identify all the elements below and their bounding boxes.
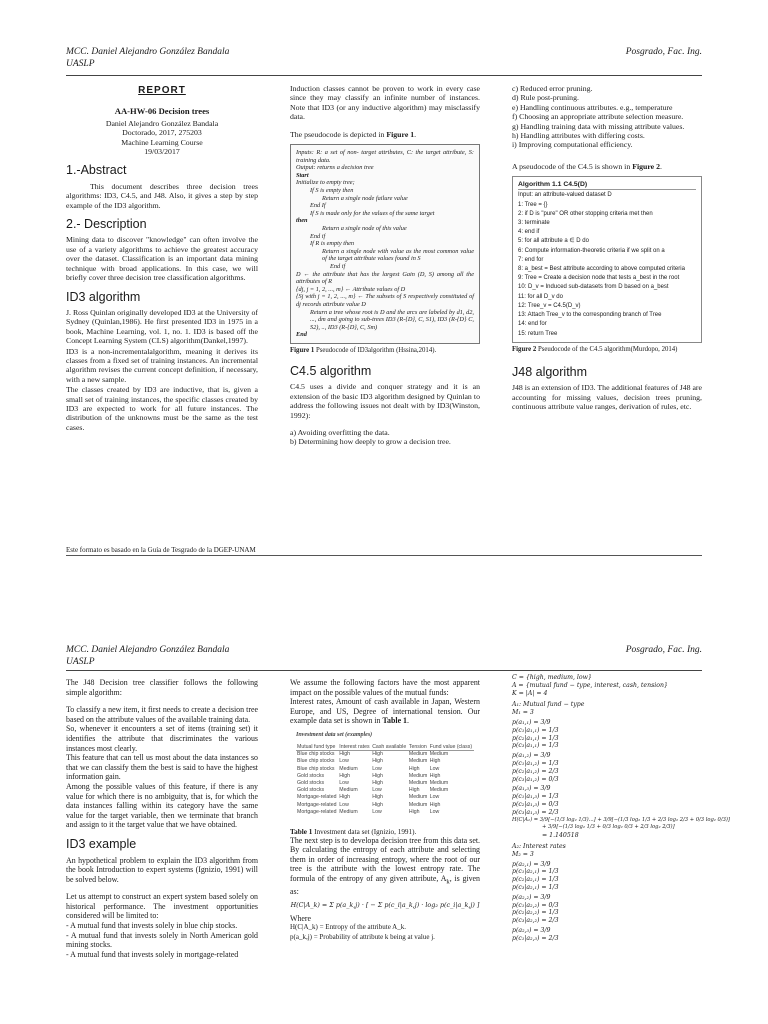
- table-cell: Gold stocks: [297, 780, 325, 787]
- table-cell: Medium: [429, 780, 449, 787]
- id3-paragraph-2: ID3 is a non-incrementalalgorithm, meaning it derives its classes from a fixed set of training instances. An incremental algorithm revises the current concept definition, if necessary, with a new sample.: [66, 346, 258, 384]
- pseudo-line: D ← the attribute that has the largest Gain (D, S) among all the attributes of R: [296, 270, 474, 286]
- table-header: Interest rates: [339, 743, 370, 750]
- table-header: Tension: [408, 743, 427, 750]
- example-item: - A mutual fund that invests solely in mortgage-related: [66, 949, 239, 959]
- example-item: - A mutual fund that invests solely in North American gold mining stocks.: [66, 930, 258, 950]
- conditional-probability-line: p(c₃|a₁,₃) = 2/3: [512, 808, 559, 816]
- factors-list: Interest rates, Amount of cash available in Japan, Western Europe, and US, Degree of international tension. Our example data set is shown in: [290, 697, 480, 726]
- algorithm-line: 15: return Tree: [518, 330, 558, 337]
- description-heading: 2.- Description: [66, 217, 147, 232]
- algorithm-line: 8: a_best = Best attribute according to above computed criteria: [518, 266, 685, 273]
- table-cell: Blue chip stocks: [297, 765, 335, 772]
- table-row: [296, 787, 474, 794]
- header-divider: [66, 75, 702, 76]
- pseudo-line: {dj, j = 1, 2, ..., m} ← Attribute values of D: [296, 285, 406, 293]
- figure-1-ref[interactable]: Figure 1: [386, 129, 415, 139]
- id3-example-heading: ID3 example: [66, 836, 137, 851]
- abstract-text: This document describes three decision trees algorithms: ID3, C4.5, and J48. Also, it gives a step by step example of the ID3 algorithm.: [66, 181, 258, 210]
- header-author: MCC. Daniel Alejandro González Bandala: [66, 47, 230, 57]
- table-row: [296, 750, 474, 758]
- table-cell: High: [408, 808, 420, 815]
- table-cell: High: [372, 772, 383, 779]
- figure-2-ref[interactable]: Figure 2: [632, 161, 660, 171]
- table-cell: Gold stocks: [297, 787, 325, 794]
- j48-step-3: This feature that can tell us most about the data instances so that we can classify them the best is said to have the highest information gain.: [66, 753, 258, 782]
- probability-line: p(a₂,₁) = 3/9: [512, 860, 551, 868]
- table-cell: High: [429, 758, 441, 765]
- pseudo-line: Output: returns a decision tree: [296, 164, 374, 172]
- figure-1-caption: [290, 347, 480, 355]
- pseudo-line: Inputs: R: a set of non- target attributes, C: the target attribute, S: training data.: [296, 149, 474, 164]
- conditional-probability-line: p(c₂|a₁,₁) = 1/3: [512, 734, 559, 742]
- c45-text: C4.5 uses a divide and conquer strategy and it is an extension of the basic ID3 algorithm designed by Quinlan to address the following issues not dealt with by ID3(Winston, 1992):: [290, 382, 480, 420]
- id3-paragraph-1: J. Ross Quinlan originally developed ID3 at the University of Sydney (Quinlan,1986). He first presented ID3 in 1975 in a book, Machine Learning, vol. 1, no. 1. ID3 is based off the Concept Learning System (CLS) algorithm(Dankel,1997).: [66, 307, 258, 346]
- table-cell: High: [372, 751, 383, 758]
- table-header: Mutual fund type: [296, 744, 338, 751]
- table-cell: Low: [339, 801, 349, 808]
- j48-step-1: To classify a new item, it first needs to create a decision tree based on the attribute values of the available training data.: [66, 705, 258, 724]
- table-cell: Blue chip stocks: [297, 751, 335, 758]
- doc-date: 19/03/2017: [144, 147, 180, 157]
- c45-algorithm-box: [512, 176, 702, 342]
- page-gap: [0, 560, 768, 622]
- table-cell: High: [339, 794, 350, 801]
- issue-item: a) Avoiding overfitting the data.: [290, 427, 390, 437]
- table-cell: Medium: [339, 808, 358, 815]
- attribute-1-heading: A₁: Mutual fund − type: [512, 701, 585, 709]
- algorithm-line: 6: Compute information-theoretic criteria if we split on a: [518, 247, 665, 254]
- table-cell: Low: [429, 794, 440, 801]
- p1-column-2: Induction classes cannot be proven to work in every case since they may classify an infinite number of instances. Note that ID3 (or any inductive algorithm) may misclassify data. The pseudocode is depicted in Figure 1. Inputs: R: a set of non- target attributes, C: the target attribute, S: training data. Output: returns a decision tree Start Initialize to empty tree; If S is empty then Return a single node failure value End If If S is made only for the values of the same target then Return a single node of this value End if If R is empty then Return a single node with value as the most common value of the target attribute values found in S End if D ← the attribute that has the largest Gain (D, S) among all the attributes of R {dj, j = 1, 2, ..., m} ← Attribute values of D {Sj with j = 1, 2, ..., m} ← The subsets of S respectively constituted of dj records attribute value D Return a tree whose root is D and the arcs are labeled by d1, d2, ..., dm and going to sub-trees ID3 (R-{D}, C, S1), ID3 (R-{D} C, S2), .., ID3 (R-{D}, C, Sm) End Figure 1 Pseudocode of ID3algorithm (Hssina,2014). C4.5 algorithm C4.5 uses a divide and conquer strategy and it is an extension of the basic ID3 algorithm designed by Quinlan to address the following issues not dealt with by ID3(Winston, 1992): a) Avoiding overfitting the data. b) Determining how deeply to grow a decision tree.: [290, 84, 480, 447]
- table-cell: Mortgage-related: [297, 794, 337, 801]
- algorithm-line: 14: end for: [518, 321, 547, 328]
- math-line: C = {high, medium, low}: [512, 674, 592, 681]
- table-cell: Low: [372, 787, 382, 794]
- j48-step-2: So, whenever it encounters a set of items (training set) it identifies the attribute that discriminates the various instances most clearly.: [66, 724, 258, 753]
- issue-item: b) Determining how deeply to grow a decision tree.: [290, 437, 451, 447]
- pseudo-line: End if: [330, 262, 346, 270]
- conditional-probability-line: p(c₁|a₁,₃) = 1/3: [512, 793, 559, 801]
- header-left-2: [66, 644, 229, 668]
- table-header: Fund value (class): [429, 743, 473, 750]
- table-cell: High: [372, 758, 383, 765]
- id3-paragraph-3: The classes created by ID3 are inductive, that is, given a small set of training instances, the specific classes created by ID3 are expected to work for all future instances. The distribution of the unknowns must be the same as the test cases.: [66, 385, 258, 432]
- where-label: Where: [290, 913, 312, 923]
- header-divider-2: [66, 670, 702, 671]
- c45-issues-list-a: [290, 428, 480, 447]
- algorithm-line: 1: Tree = {}: [518, 201, 548, 208]
- abstract-heading: 1.-Abstract: [66, 163, 127, 178]
- induction-paragraph: Induction classes cannot be proven to work in every case since they may classify an infinite number of instances. Note that ID3 (or any inductive algorithm) may misclassify data.: [290, 84, 480, 122]
- conditional-probability-line: p(c₁|a₂,₁) = 1/3: [512, 868, 559, 876]
- footer-divider: [66, 555, 702, 556]
- table-cell: High: [372, 794, 383, 801]
- header-left: [66, 46, 229, 70]
- table-1-ref[interactable]: Table 1: [382, 716, 407, 726]
- conditional-probability-line: p(c₃|a₂,₁) = 1/3: [512, 883, 559, 891]
- investment-table-figure: [290, 731, 480, 816]
- pseudo-line: then: [296, 217, 308, 225]
- pseudo-line: {Sj with j = 1, 2, ..., m} ← The subsets of S respectively constituted of dj records attribute value D: [296, 293, 474, 308]
- table-cell: Medium: [429, 751, 449, 758]
- conditional-probability-line: p(c₂|a₂,₁) = 1/3: [512, 876, 559, 884]
- table-cell: Medium: [408, 758, 428, 765]
- pseudo-line: If S is empty then: [310, 187, 354, 194]
- probability-line: p(a₁,₁) = 3/9: [512, 718, 551, 726]
- issue-item: e) Handling continuous attributes. e.g., temperature: [512, 102, 673, 112]
- pseudo-line: If R is empty then: [310, 240, 355, 248]
- algorithm-header: Algorithm 1.1 C4.5(D): [518, 180, 696, 190]
- math-line: K = |A| = 4: [512, 689, 548, 697]
- algorithm-line: 2: if D is "pure" OR other stopping criteria met then: [518, 210, 653, 217]
- math-line: A = {mutual fund − type, interest, cash, tension}: [512, 681, 668, 689]
- conditional-probability-line: p(c₁|a₂,₃) = 2/3: [512, 934, 559, 942]
- conditional-probability-line: p(c₂|a₁,₃) = 0/3: [512, 800, 559, 808]
- description-text: Mining data to discover "knowledge" can often involve the use of a variety algorithms to achieve the greatest accuracy over the dataset. Classification is an important data mining technique with broad applications. In this case, we will briefly cover three decision tree classification algorithms.: [66, 235, 258, 283]
- j48-step-4: Among the possible values of this feature, if there is any value for which there is no ambiguity, that is, for which the data instances falling within its category have the same value for the target variable, then we terminate that branch and assign to it the target value that we have obtained.: [66, 781, 258, 830]
- entropy-a1-cont: + 3/9[−(1/3 log₂ 1/3 + 0/3 log₂ 0/3 + 2/3 log₂ 2/3)]: [542, 824, 675, 831]
- table-row: [296, 758, 474, 765]
- pseudo-line: Return a single node of this value: [322, 224, 407, 232]
- factors-paragraph: We assume the following factors have the most apparent impact on the possible values of the mutual funds:: [290, 678, 480, 697]
- id3-heading: ID3 algorithm: [66, 289, 141, 304]
- table-cell: High: [372, 780, 383, 787]
- attribute-2-probabilities: [512, 861, 707, 943]
- table-row: [296, 808, 474, 815]
- table-cell: Mortgage-related: [297, 808, 337, 815]
- figure-2-label: Figure 2: [512, 345, 537, 353]
- table-cell: High: [408, 765, 420, 772]
- conditional-probability-line: p(c₂|a₂,₂) = 1/3: [512, 909, 559, 917]
- algorithm-line: 10: D_v = Induced sub-datasets from D based on a_best: [518, 284, 669, 291]
- table-header: Cash available: [372, 743, 407, 750]
- issue-item: c) Reduced error pruning.: [512, 84, 593, 93]
- c45-pseudo-intro: A pseudocode of the C4.5 is shown in: [512, 161, 631, 171]
- entropy-a1-result: = 1.140518: [542, 832, 579, 840]
- header-right: Posgrado, Fac. Ing.: [625, 47, 702, 57]
- table-1-caption-text: Investment data set (Ignizio, 1991).: [314, 827, 417, 836]
- table-cell: Blue chip stocks: [297, 758, 335, 765]
- j48-classifier-intro: The J48 Decision tree classifier follows the following simple algorithm:: [66, 678, 258, 697]
- table-cell: Medium: [408, 751, 428, 758]
- table-cell: High: [339, 751, 350, 758]
- header-institution: UASLP: [66, 59, 95, 69]
- header-right-2: Posgrado, Fac. Ing.: [625, 645, 702, 655]
- figure-1-label: Figure 1: [290, 346, 315, 354]
- header-institution-2: UASLP: [66, 657, 95, 667]
- table-header-row: [296, 744, 474, 751]
- algorithm-line: Input: an attribute-valued dataset D: [518, 192, 612, 199]
- algorithm-line: 9: Tree = Create a decision node that tests a_best in the root: [518, 275, 680, 282]
- table-cell: Medium: [429, 787, 449, 794]
- algorithm-line: 4: end if: [518, 229, 540, 236]
- algorithm-line: 5: for all attribute a ∈ D do: [518, 238, 589, 245]
- table-row: [296, 801, 474, 808]
- pseudo-line: End: [296, 331, 307, 339]
- p2-column-1: [66, 678, 258, 959]
- investment-table: [296, 744, 474, 816]
- example-paragraph-1: An hypothetical problem to explain the ID3 algorithm from the book Introduction to expert systems (Ignizio, 1991) will be solved below.: [66, 855, 258, 884]
- definition-entropy: H(C|A_k) = Entropy of the attribute A_k.: [290, 923, 406, 932]
- algorithm-line: 7: end for: [518, 256, 544, 263]
- conditional-probability-line: p(c₃|a₂,₂) = 2/3: [512, 917, 559, 925]
- table-cell: High: [339, 772, 350, 779]
- conditional-probability-line: p(c₁|a₁,₂) = 1/3: [512, 759, 559, 767]
- pseudo-line: End if: [310, 232, 326, 240]
- table-1-label: Table 1: [290, 827, 313, 836]
- conditional-probability-line: p(c₂|a₁,₂) = 2/3: [512, 767, 559, 775]
- figure-2-caption: [512, 346, 702, 354]
- entropy-a1: H(C|A₁) = 3/9[−(1/3 log₂ 1/3)...] + 3/9[−(1/3 log₂ 1/3 + 2/3 log₂ 2/3 + 0/3 log₂ 0/3)]: [512, 816, 730, 823]
- doc-program: Doctorado, 2017, 275203: [122, 128, 202, 138]
- doc-author: Daniel Alejandro González Bandala: [105, 118, 219, 128]
- table-cell: High: [429, 772, 441, 779]
- probability-line: p(a₂,₃) = 3/9: [512, 926, 551, 934]
- pseudo-line: End If: [310, 202, 326, 210]
- issue-item: i) Improving computational efficiency.: [512, 140, 633, 150]
- page-2: [0, 622, 768, 1024]
- p1-column-1: [66, 84, 258, 437]
- p1-column-3: c) Reduced error pruning. d) Rule post-pruning. e) Handling continuous attributes. e.g., temperature f) Choosing an appropriate attribute selection measure. g) Handling training data with missing attribute values. h) Handling attributes with differing costs. i) Improving computational efficiency. A pseudocode of the C4.5 is shown in Figure 2. Algorithm 1.1 C4.5(D) Input: an attribute-valued dataset D 1: Tree = {} 2: if D is "pure" OR other stopping criteria met then 3: terminate 4: end if 5: for all attribute a ∈ D do 6: Compute information-theoretic criteria if we split on a 7: end for 8: a_best = Best attribute according to above computed criteria 9: Tree = Create a decision node that tests a_best in the root 10: D_v = Induced sub-datasets from D based on a_best 11: for all D_v do 12: Tree_v = C4.5(D_v) 13: Attach Tree_v to the corresponding branch of Tree 14: end for 15: return Tree Figure 2 Pseudocode of the C4.5 algorithm(Murdopo, 2014) J48 algorithm J48 is an extension of ID3. The additional features of J48 are accounting for missing values, decision trees pruning, continuous attribute value ranges, derivation of rules, etc.: [512, 84, 702, 411]
- example-item: - A mutual fund that invests solely in blue chip stocks.: [66, 921, 238, 931]
- j48-text: J48 is an extension of ID3. The additional features of J48 are accounting for missing values, decision trees pruning, continuous attribute value ranges, derivation of rules, etc.: [512, 383, 702, 411]
- conditional-probability-line: p(c₃|a₁,₁) = 1/3: [512, 742, 559, 750]
- table-cell: Medium: [408, 794, 428, 801]
- table-cell: Medium: [339, 765, 358, 772]
- table-row: [296, 772, 474, 779]
- table-row: [296, 780, 474, 787]
- issue-item: d) Rule post-pruning.: [512, 93, 579, 103]
- figure-2-caption-text: Pseudocode of the C4.5 algorithm(Murdopo, 2014): [537, 345, 678, 353]
- table-cell: Low: [372, 808, 382, 815]
- j48-heading: J48 algorithm: [512, 364, 588, 379]
- example-paragraph-2: Let us attempt to construct an expert system based solely on historical performance. The investment opportunities considered will be limited to:: [66, 892, 258, 921]
- id3-pseudocode-box: [290, 144, 480, 344]
- table-cell: Medium: [408, 801, 428, 808]
- conditional-probability-line: p(c₁|a₂,₂) = 0/3: [512, 901, 559, 909]
- pseudo-line: Return a tree whose root is D and the arcs are labeled by d1, d2, ..., dm and going to sub-trees ID3 (R-{D}, C, S1), ID3 (R-{D} C, S2), .., ID3 (R-{D}, C, Sm): [310, 308, 474, 331]
- table-cell: Mortgage-related: [297, 801, 337, 808]
- table-cell: Medium: [408, 780, 428, 787]
- math-line: M₂ = 3: [512, 850, 534, 858]
- c45-heading: C4.5 algorithm: [290, 363, 372, 378]
- table-title: Investment data set (examples): [296, 731, 373, 738]
- attribute-2-heading: A₂: Interest rates: [512, 842, 566, 850]
- pseudocode-intro: The pseudocode is depicted in: [290, 129, 385, 139]
- issue-item: g) Handling training data with missing attribute values.: [512, 121, 685, 131]
- probability-line: p(a₁,₂) = 3/9: [512, 752, 551, 760]
- issue-item: h) Handling attributes with differing costs.: [512, 131, 645, 141]
- pseudo-line: Return a single node failure value: [322, 194, 408, 202]
- algorithm-line: 3: terminate: [518, 220, 550, 227]
- table-cell: Low: [339, 758, 349, 765]
- pseudo-line: Return a single node with value as the most common value of the target attribute values found in S: [322, 247, 474, 263]
- table-cell: Low: [372, 765, 382, 772]
- entropy-paragraph: The next step is to developa decision tree from this data set. By calculating the entropy of each attribute and selecting them in order of increasing entropy, where the root of our tree is the attribute with the lowest entropy rate. The formula of the entropy of any given attribute, A: [290, 835, 480, 883]
- table-cell: High: [372, 801, 383, 808]
- probability-line: p(a₁,₃) = 3/9: [512, 785, 551, 793]
- p2-column-3: [512, 674, 730, 943]
- header-author-2: MCC. Daniel Alejandro González Bandala: [66, 645, 230, 655]
- page-footer: Este formato es basado en la Guía de Tesgrado de la DGEP-UNAM: [66, 546, 256, 554]
- issue-item: f) Choosing an appropriate attribute selection measure.: [512, 112, 684, 122]
- table-cell: Gold stocks: [297, 772, 325, 779]
- table-cell: Medium: [408, 772, 428, 779]
- math-line: M₁ = 3: [512, 709, 534, 717]
- probability-line: p(a₂,₂) = 3/9: [512, 893, 551, 901]
- table-cell: High: [429, 801, 441, 808]
- table-cell: Low: [339, 780, 349, 787]
- table-cell: High: [408, 787, 420, 794]
- entropy-subscript: k: [446, 878, 450, 886]
- conditional-probability-line: p(c₁|a₁,₁) = 1/3: [512, 726, 559, 734]
- entropy-formula: H(C|A_k) = Σ p(a_k,j) · [ − Σ p(c_i|a_k,j) · log₂ p(c_i|a_k,j) ]: [290, 900, 480, 909]
- c45-issues-list-b: [512, 84, 702, 150]
- figure-1-caption-text: Pseudocode of ID3algorithm (Hssina,2014).: [315, 346, 437, 354]
- table-1-caption: [290, 828, 480, 836]
- pseudo-line: Start: [296, 171, 309, 179]
- pseudo-line: Initialize to empty tree;: [296, 179, 355, 187]
- pseudo-line: If S is made only for the values of the same target: [310, 209, 435, 217]
- algorithm-line: 13: Attach Tree_v to the corresponding branch of Tree: [518, 312, 662, 319]
- conditional-probability-line: p(c₃|a₁,₂) = 0/3: [512, 775, 559, 783]
- table-cell: Medium: [339, 787, 358, 794]
- p2-column-2: We assume the following factors have the most apparent impact on the possible values of the mutual funds: Interest rates, Amount of cash available in Japan, Western Europe, and US, Degree of international tension. Our example data set is shown in Table 1. Investment data set (examples) Mutual fund type Interest rates Cash available Tension Fund value (class) Blue chip stocks High High Medium Medium Blue chip stocks Low High Medium High Blue chip stocks Medium Low High Low Gold stocks High High Medium High Gold stocks Low High Medium Medium Gold stocks Medium Low High Medium Mortgage-related High High Medium Low Mortgage-related Low High Medium High Mortgage-related Medium Low High Low Table 1 Investment data set (Ignizio, 1991). The next step is to developa decision tree from this data set. By calculating the entropy of each attribute and selecting them in order of increasing entropy, where the root of our tree is the attribute with the lowest entropy rate. The formula of the entropy of any given attribute, $A_k$, is given as: H(C|A_k) = Σ p(a_k,j) · [ − Σ p(c_i|a_k,j) · log₂ p(c_i|a_k,j) ] Where H(C|A_k) = Entropy of the attribute A_k. p(a_k,j) = Probability of attribute k being at value j.: [290, 678, 480, 941]
- table-row: [296, 765, 474, 772]
- entropy-paragraph-end: , is given as:: [290, 873, 480, 897]
- table-row: [296, 794, 474, 801]
- doc-title: AA-HW-06 Decision trees: [114, 106, 210, 117]
- algorithm-line: 12: Tree_v = C4.5(D_v): [518, 302, 581, 309]
- report-label: REPORT: [138, 85, 186, 96]
- algorithm-line: 11: for all D_v do: [518, 293, 563, 300]
- definition-probability: p(a_k,j) = Probability of attribute k being at value j.: [290, 932, 435, 941]
- attribute-1-probabilities: [512, 719, 707, 817]
- table-cell: Low: [429, 808, 440, 815]
- table-cell: Low: [429, 765, 440, 772]
- doc-course: Machine Learning Course: [121, 137, 203, 147]
